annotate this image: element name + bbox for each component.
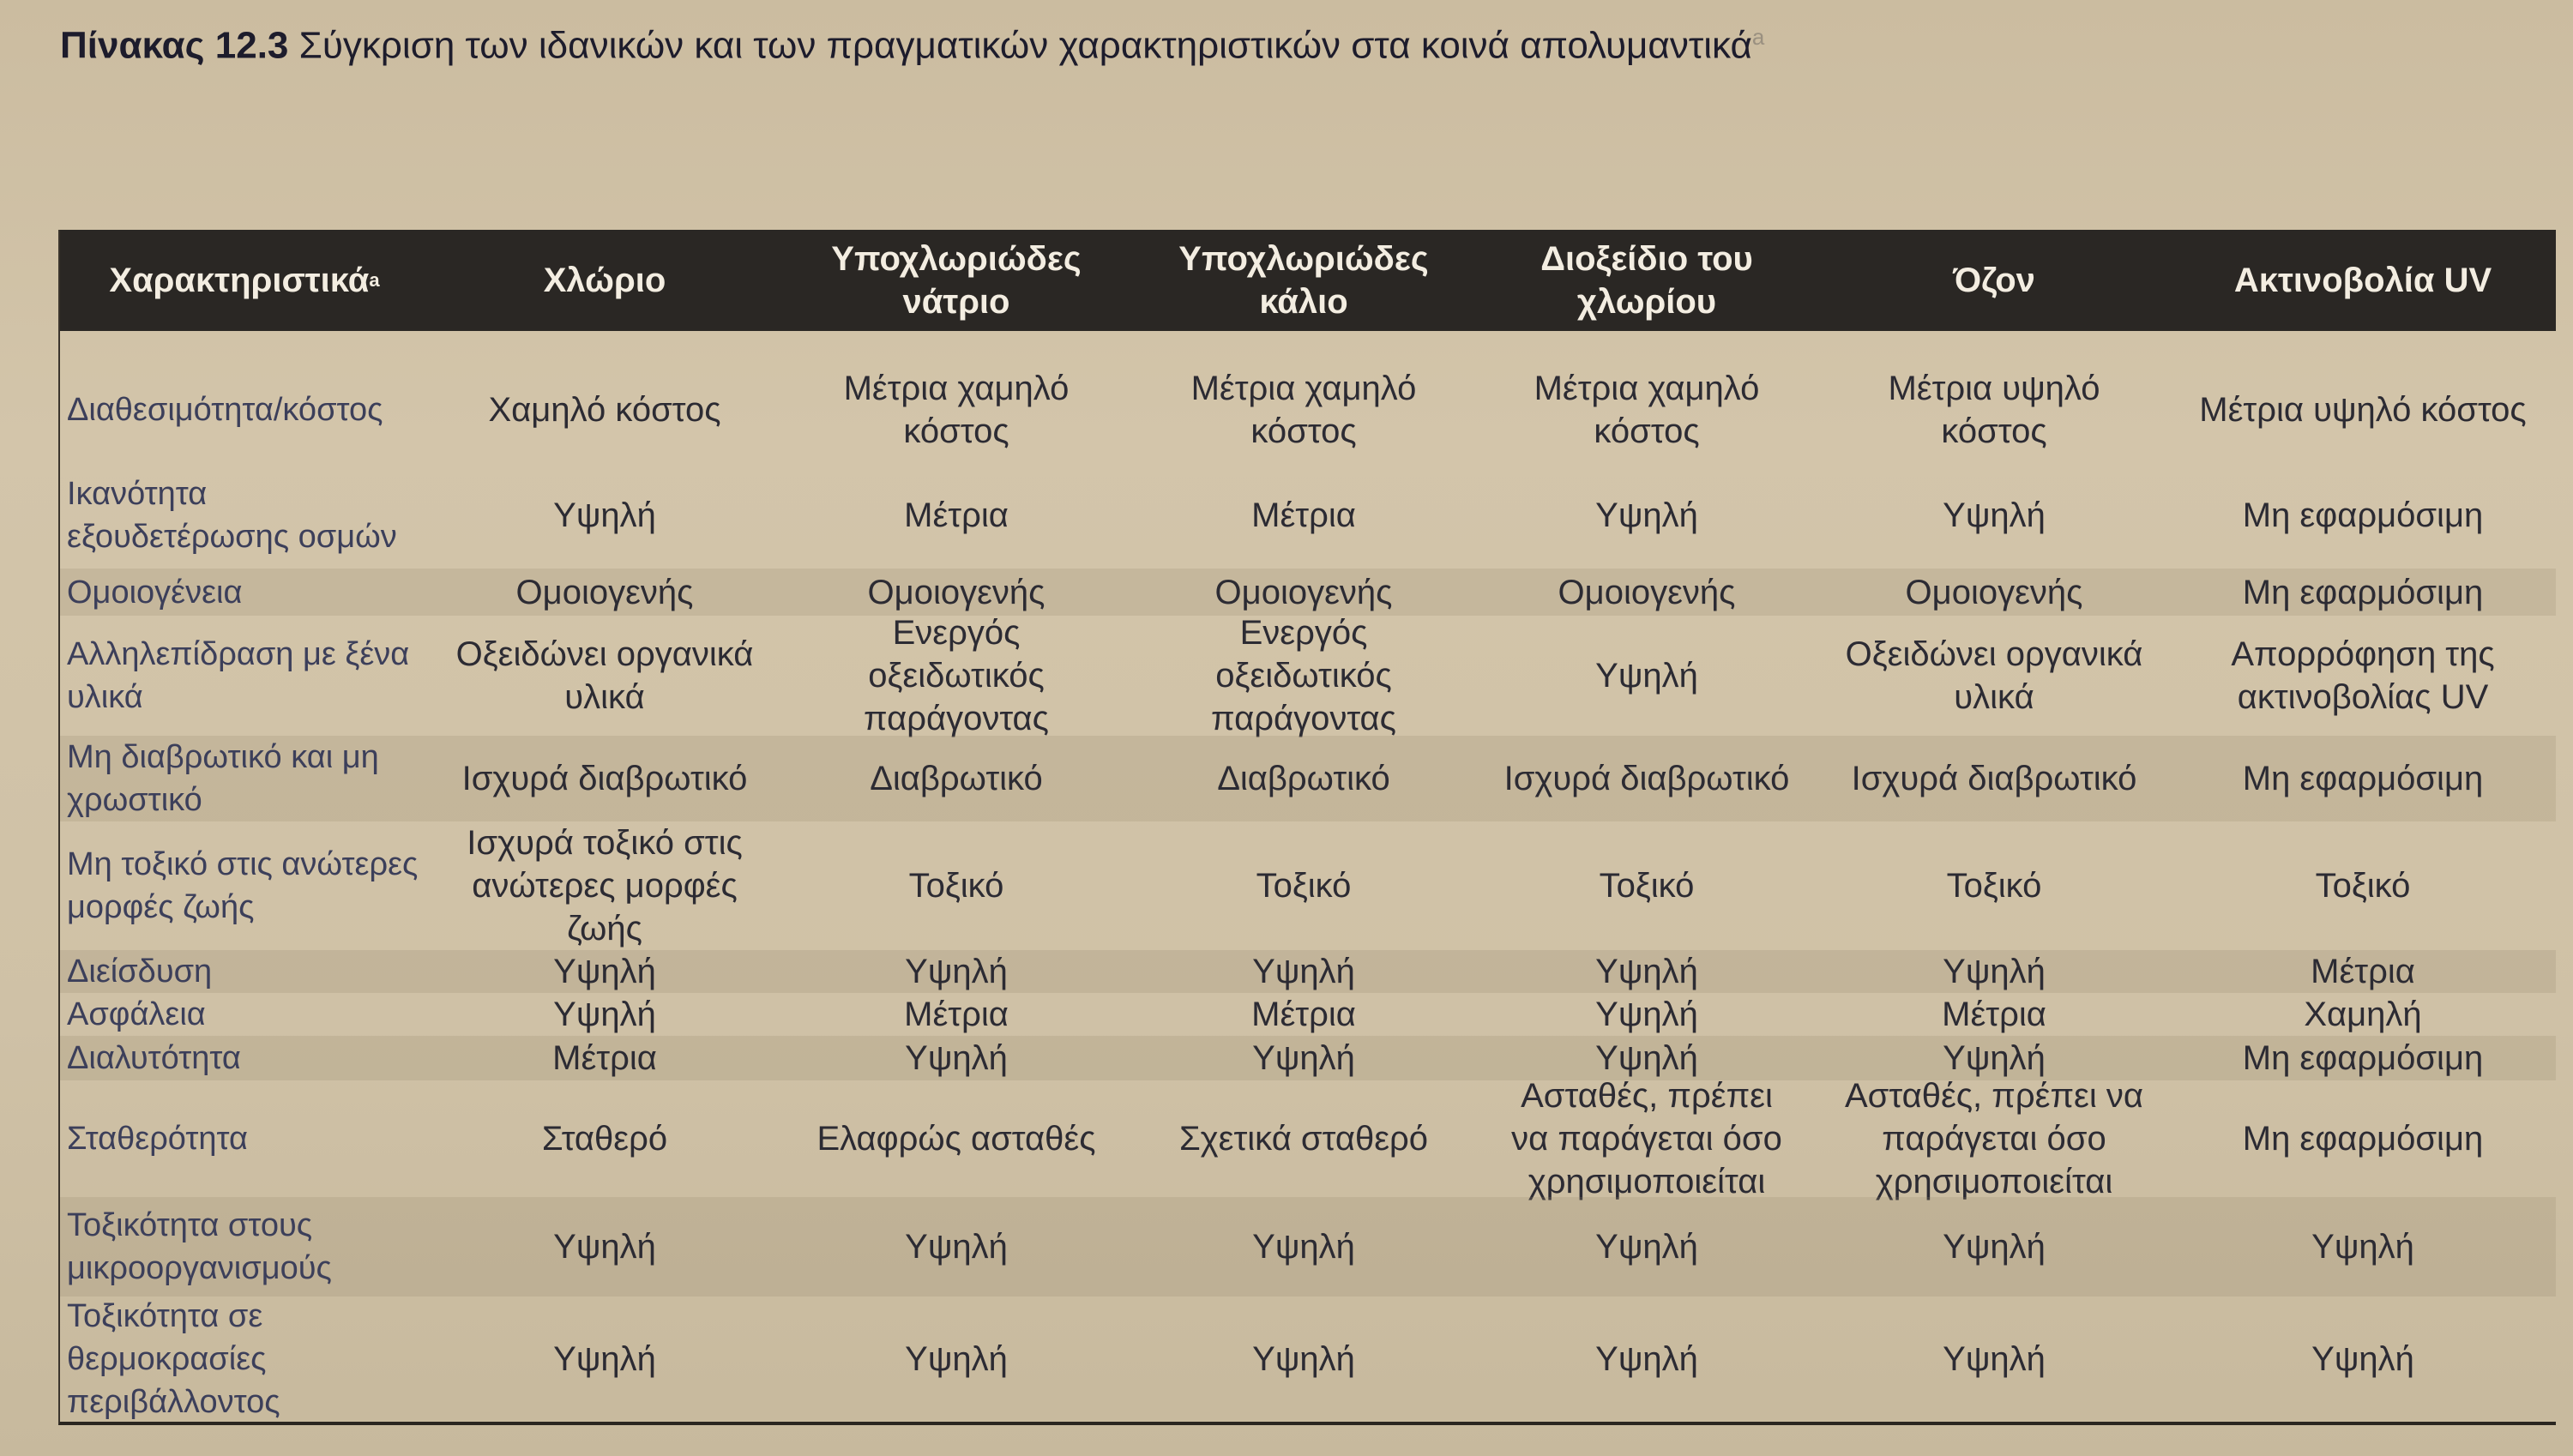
header-cell-characteristics: Χαρακτηριστικά a <box>109 262 380 299</box>
cell-sodium-hypochlorite: Τοξικό <box>908 867 1004 905</box>
cell-ozone: Μέτρια <box>1942 996 2046 1033</box>
cell-characteristic: Ικανότητα εξουδετέρωσης οσμών <box>67 475 397 555</box>
cell-characteristic: Αλληλεπίδραση με ξένα υλικά <box>67 636 410 715</box>
table-row <box>60 616 2556 736</box>
cell-ozone: Υψηλή <box>1943 1228 2046 1266</box>
cell-sodium-hypochlorite: Υψηλή <box>905 1039 1008 1077</box>
caption-number: Πίνακας 12.3 <box>60 24 289 67</box>
cell-ozone: Υψηλή <box>1943 1039 2046 1077</box>
table-header <box>60 230 2556 331</box>
cell-uv-radiation: Μη εφαρμόσιμη <box>2242 760 2484 797</box>
cell-uv-radiation: Υψηλή <box>2311 1228 2414 1266</box>
cell-potassium-hypochlorite: Μέτρια <box>1251 496 1356 534</box>
cell-sodium-hypochlorite: Μέτρια <box>904 996 1009 1033</box>
cell-potassium-hypochlorite: Διαβρωτικό <box>1217 760 1390 797</box>
cell-chlorine-dioxide: Ομοιογενής <box>1558 573 1736 611</box>
table-row <box>60 461 2556 569</box>
cell-ozone: Ισχυρά διαβρωτικό <box>1851 760 2137 797</box>
cell-potassium-hypochlorite: Μέτρια χαμηλό κόστος <box>1190 370 1417 450</box>
cell-sodium-hypochlorite: Ελαφρώς ασταθές <box>816 1120 1096 1158</box>
table-row <box>60 821 2556 950</box>
cell-potassium-hypochlorite: Υψηλή <box>1252 953 1355 990</box>
cell-chlorine: Μέτρια <box>552 1039 657 1077</box>
cell-chlorine: Υψηλή <box>553 996 656 1033</box>
cell-chlorine: Οξειδώνει οργανικά υλικά <box>455 635 754 716</box>
cell-sodium-hypochlorite: Ενεργός οξειδωτικός παράγοντας <box>864 614 1049 737</box>
table-row <box>60 1297 2556 1422</box>
comparison-table <box>58 230 2556 1425</box>
cell-potassium-hypochlorite: Μέτρια <box>1251 996 1356 1033</box>
cell-ozone: Οξειδώνει οργανικά υλικά <box>1845 635 2143 716</box>
cell-chlorine-dioxide: Ισχυρά διαβρωτικό <box>1503 760 1790 797</box>
cell-uv-radiation: Απορρόφηση της ακτινοβολίας UV <box>2231 635 2495 716</box>
cell-sodium-hypochlorite: Ομοιογενής <box>867 573 1045 611</box>
cell-chlorine: Σταθερό <box>541 1120 668 1158</box>
table-row <box>60 736 2556 821</box>
cell-potassium-hypochlorite: Τοξικό <box>1256 867 1352 905</box>
cell-sodium-hypochlorite: Διαβρωτικό <box>870 760 1043 797</box>
cell-potassium-hypochlorite: Υψηλή <box>1252 1228 1355 1266</box>
cell-characteristic: Τοξικότητα στους μικροοργανισμούς <box>67 1207 332 1286</box>
cell-chlorine-dioxide: Υψηλή <box>1595 1228 1698 1266</box>
cell-ozone: Μέτρια υψηλό κόστος <box>1888 370 2100 450</box>
cell-potassium-hypochlorite: Υψηλή <box>1252 1039 1355 1077</box>
cell-uv-radiation: Μη εφαρμόσιμη <box>2242 1120 2484 1158</box>
cell-sodium-hypochlorite: Μέτρια <box>904 496 1009 534</box>
header-cell-chlorine-dioxide: Διοξείδιο του χλωρίου <box>1540 240 1753 321</box>
cell-ozone: Υψηλή <box>1943 496 2046 534</box>
cell-chlorine-dioxide: Υψηλή <box>1595 1340 1698 1378</box>
cell-potassium-hypochlorite: Υψηλή <box>1252 1340 1355 1378</box>
cell-chlorine: Ισχυρά διαβρωτικό <box>461 760 748 797</box>
cell-uv-radiation: Χαμηλή <box>2304 996 2422 1033</box>
cell-chlorine: Ισχυρά τοξικό στις ανώτερες μορφές ζωής <box>467 824 743 948</box>
header-cell-ozone: Όζον <box>1953 262 2035 299</box>
cell-ozone: Υψηλή <box>1943 953 2046 990</box>
cell-chlorine-dioxide: Μέτρια χαμηλό κόστος <box>1534 370 1760 450</box>
cell-chlorine: Υψηλή <box>553 1228 656 1266</box>
cell-characteristic: Διαλυτότητα <box>67 1040 241 1076</box>
header-cell-potassium-hypochlorite: Υποχλωριώδες κάλιο <box>1178 240 1429 321</box>
header-cell-sodium-hypochlorite: Υποχλωριώδες νάτριο <box>831 240 1082 321</box>
cell-characteristic: Μη διαβρωτικό και μη χρωστικό <box>67 739 379 818</box>
cell-uv-radiation: Μη εφαρμόσιμη <box>2242 496 2484 534</box>
cell-potassium-hypochlorite: Σχετικά σταθερό <box>1178 1120 1429 1158</box>
header-cell-chlorine: Χλώριο <box>543 262 666 299</box>
cell-chlorine: Ομοιογενής <box>515 573 694 611</box>
table-row <box>60 993 2556 1036</box>
cell-chlorine-dioxide: Υψηλή <box>1595 953 1698 990</box>
table-row <box>60 950 2556 993</box>
table-row <box>60 1197 2556 1297</box>
header-cell-uv-radiation: Ακτινοβολία UV <box>2233 262 2492 299</box>
cell-characteristic: Ασφάλεια <box>67 996 206 1032</box>
cell-chlorine-dioxide: Υψηλή <box>1595 657 1698 695</box>
cell-chlorine-dioxide: Υψηλή <box>1595 996 1698 1033</box>
cell-potassium-hypochlorite: Ομοιογενής <box>1214 573 1393 611</box>
table-row <box>60 569 2556 616</box>
cell-chlorine-dioxide: Υψηλή <box>1595 496 1698 534</box>
table-row <box>60 1036 2556 1080</box>
cell-characteristic: Τοξικότητα σε θερμοκρασίες περιβάλλοντος <box>67 1298 280 1420</box>
cell-uv-radiation: Μη εφαρμόσιμη <box>2242 1039 2484 1077</box>
cell-characteristic: Σταθερότητα <box>67 1121 248 1157</box>
cell-uv-radiation: Μέτρια υψηλό κόστος <box>2199 391 2527 429</box>
cell-chlorine: Υψηλή <box>553 953 656 990</box>
cell-characteristic: Διαθεσιμότητα/κόστος <box>67 392 383 428</box>
cell-characteristic: Ομοιογένεια <box>67 574 243 611</box>
cell-ozone: Ασταθές, πρέπει να παράγεται όσο χρησιμοποιείται <box>1844 1077 2144 1200</box>
cell-sodium-hypochlorite: Μέτρια χαμηλό κόστος <box>843 370 1070 450</box>
cell-characteristic: Διείσδυση <box>67 954 213 990</box>
cell-potassium-hypochlorite: Ενεργός οξειδωτικός παράγοντας <box>1211 614 1396 737</box>
cell-chlorine: Υψηλή <box>553 496 656 534</box>
cell-sodium-hypochlorite: Υψηλή <box>905 1340 1008 1378</box>
cell-sodium-hypochlorite: Υψηλή <box>905 953 1008 990</box>
cell-chlorine-dioxide: Τοξικό <box>1599 867 1695 905</box>
cell-uv-radiation: Μη εφαρμόσιμη <box>2242 573 2484 611</box>
cell-uv-radiation: Υψηλή <box>2311 1340 2414 1378</box>
table-row <box>60 358 2556 461</box>
caption-text: Σύγκριση των ιδανικών και των πραγματικών χαρακτηριστικών στα κοινά απολυμαντικά <box>298 24 1752 67</box>
cell-sodium-hypochlorite: Υψηλή <box>905 1228 1008 1266</box>
cell-uv-radiation: Μέτρια <box>2311 953 2415 990</box>
table-row <box>60 1077 2556 1200</box>
cell-uv-radiation: Τοξικό <box>2315 867 2411 905</box>
cell-ozone: Υψηλή <box>1943 1340 2046 1378</box>
cell-ozone: Τοξικό <box>1946 867 2042 905</box>
table-caption <box>60 24 2376 68</box>
cell-chlorine: Υψηλή <box>553 1340 656 1378</box>
caption-footnote-mark: a <box>1751 24 1765 50</box>
cell-ozone: Ομοιογενής <box>1905 573 2083 611</box>
cell-chlorine: Χαμηλό κόστος <box>488 391 721 429</box>
cell-characteristic: Μη τοξικό στις ανώτερες μορφές ζωής <box>67 846 419 925</box>
cell-chlorine-dioxide: Ασταθές, πρέπει να παράγεται όσο χρησιμοποιείται <box>1511 1077 1782 1200</box>
cell-chlorine-dioxide: Υψηλή <box>1595 1039 1698 1077</box>
